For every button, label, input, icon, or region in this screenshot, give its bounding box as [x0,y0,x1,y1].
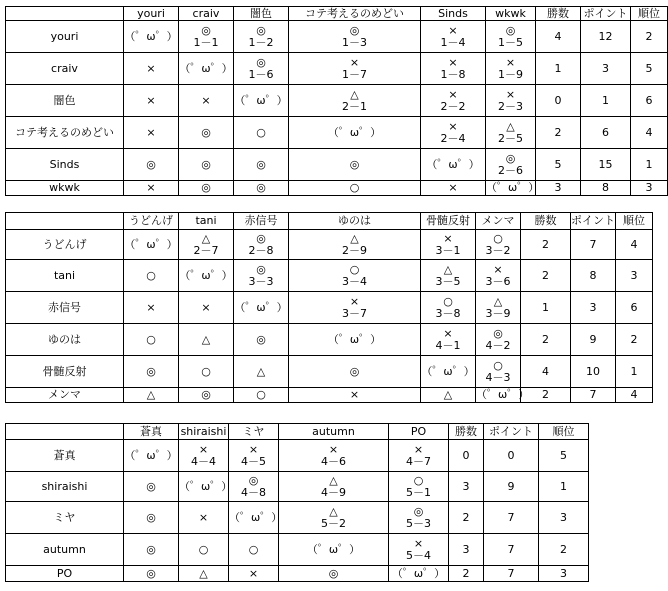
result-cell: ◎ [234,149,289,181]
result-cell: ○ [179,356,234,388]
result-cell: 1 [521,292,571,324]
cell-line: × [443,326,453,340]
result-cell [229,440,279,472]
result-cell: 5 [631,53,668,85]
result-cell: （゜ω゜） [179,53,234,85]
result-cell: × [179,502,229,534]
cell-line: 1－7 [342,67,367,81]
result-cell [234,260,289,292]
cell-line: △ [506,119,515,133]
result-cell: ○ [124,324,179,356]
result-cell [289,21,421,53]
result-cell: ○ [124,260,179,292]
player-name-cell: コテ考えるのめどい [6,117,124,149]
result-cell: 3 [449,534,484,566]
result-cell [486,149,536,181]
player-name-cell: PO [6,566,124,582]
result-cell: ◎ [124,534,179,566]
column-header: autumn [279,424,389,440]
column-header: コテ考えるのめどい [289,7,421,21]
cell-line: 3－5 [435,274,461,288]
result-cell: 3 [449,472,484,502]
cell-line: × [448,87,458,101]
result-cell: （゜ω゜） [289,117,421,149]
result-cell [279,502,389,534]
result-cell: （゜ω゜） [486,181,540,194]
cell-line: 1－2 [248,35,274,49]
cell-line: ◎ [256,55,266,69]
player-name-cell: shiraishi [6,472,124,502]
result-cell: （゜ω゜） [124,440,179,472]
cell-line: △ [350,87,359,101]
table-row [6,502,589,534]
result-cell [476,260,521,292]
cell-line: 4－8 [241,485,266,499]
cell-line: 3－8 [435,306,461,320]
column-header [6,424,124,440]
result-cell: ◎ [124,356,179,388]
result-cell: 2 [521,324,571,356]
column-header: ポイント [581,7,631,21]
cell-line: × [198,442,209,456]
cell-line: 1－5 [498,35,523,49]
player-name-cell: メンマ [6,388,124,403]
result-cell: （゜ω゜） [234,85,289,117]
cell-line: 1－8 [440,67,466,81]
cell-line: △ [493,294,503,308]
cell-line: ○ [349,262,360,276]
result-cell: ○ [234,388,289,403]
result-cell [289,260,421,292]
column-header: Sinds [421,7,486,21]
column-header: 勝数 [521,213,571,230]
cell-line: 3－2 [485,243,511,257]
table-row [6,53,668,85]
cell-line: 5－1 [406,485,431,499]
result-cell [279,440,389,472]
table-row [6,388,653,403]
cell-line: 3－4 [342,274,367,288]
result-cell [234,53,289,85]
result-cell [229,472,279,502]
column-header: craiv [179,7,234,21]
cell-line: 3－6 [485,274,511,288]
cell-line: ◎ [256,231,266,245]
result-cell: 2 [539,534,589,566]
result-cell: △ [179,566,229,582]
result-cell: 1 [539,472,589,502]
column-header [6,7,124,21]
result-cell [421,260,476,292]
result-cell: （゜ω゜） [179,472,229,502]
cell-line: 1－1 [193,35,219,49]
cell-line: 4－5 [241,454,266,468]
table-row [6,230,653,260]
result-cell: 7 [571,230,616,260]
player-name-cell: autumn [6,534,124,566]
result-cell: 0 [484,440,539,472]
result-cell: 3 [571,292,616,324]
table-row [6,534,589,566]
result-cell: × [421,181,486,196]
header-row [6,7,668,21]
column-header: 蒼真 [124,424,179,440]
result-cell: 2 [521,230,571,260]
cell-line: 5－2 [321,516,346,530]
column-header: youri [124,7,179,21]
result-cell: （゜ω゜） [389,566,449,582]
player-name-cell: 闇色 [6,85,124,117]
cell-line: 4－4 [191,454,216,468]
result-cell [421,230,476,260]
cell-line: ◎ [505,23,516,37]
result-cell [476,230,521,260]
cell-line: ◎ [248,473,259,487]
result-cell [389,502,449,534]
result-cell [279,472,389,502]
result-cell [389,472,449,502]
result-cell [421,85,486,117]
result-cell [421,117,486,149]
result-cell: 2 [521,388,571,403]
column-header: shiraishi [179,424,229,440]
column-header: wkwk [486,7,536,21]
result-cell: ○ [179,534,229,566]
cell-line: 4－3 [485,370,511,384]
column-header: 順位 [616,213,653,230]
result-cell: × [229,566,279,582]
result-cell: 9 [484,472,539,502]
result-cell [179,21,234,53]
result-cell: 1 [536,53,581,85]
result-cell [179,440,229,472]
player-name-cell: Sinds [6,149,124,181]
result-cell [486,21,536,53]
cell-line: × [505,87,516,101]
result-cell: 4 [536,21,581,53]
result-cell [389,440,449,472]
cell-line: ◎ [256,23,266,37]
result-cell: 6 [581,117,631,149]
result-cell: 0 [449,440,484,472]
player-name-cell: youri [6,21,124,53]
header-row [6,424,589,440]
result-cell: 2 [449,502,484,534]
league-table-1 [5,6,668,196]
cell-line: × [505,55,516,69]
result-cell: ○ [234,117,289,149]
table-row [6,117,668,149]
result-cell: （゜ω゜） [234,292,289,324]
cell-line: 3－9 [485,306,511,320]
result-cell: ◎ [124,472,179,502]
result-cell: （゜ω゜） [289,324,421,356]
cell-line: △ [329,473,338,487]
result-cell [476,292,521,324]
result-cell [476,356,521,388]
result-cell: （゜ω゜） [279,534,389,566]
result-cell [421,324,476,356]
result-cell: 15 [581,149,631,181]
result-cell: ◎ [234,324,289,356]
result-cell [389,534,449,566]
column-header: 闇色 [234,7,289,21]
column-header: 勝数 [449,424,484,440]
cell-line: 3－3 [248,274,274,288]
player-name-cell: craiv [6,53,124,85]
result-cell: 5 [536,149,581,181]
result-cell [486,53,536,85]
result-cell: △ [124,388,179,403]
table-row [6,181,668,196]
result-cell: × [289,388,421,403]
column-header: 骨髄反射 [421,213,476,230]
table-row [6,85,668,117]
cell-line: △ [329,504,338,518]
result-cell: 2 [631,21,668,53]
result-cell: （゜ω゜） [421,149,486,181]
result-cell: △ [234,356,289,388]
table-row [6,566,589,582]
cell-line: 2－2 [440,99,466,113]
result-cell: ◎ [289,149,421,181]
result-cell [289,53,421,85]
result-cell: 4 [521,356,571,388]
column-header: tani [179,213,234,230]
result-cell: 6 [616,292,653,324]
cell-line: △ [443,262,453,276]
result-cell: （゜ω゜） [229,502,279,534]
result-cell: ◎ [234,181,289,196]
player-name-cell: ゆのは [6,324,124,356]
result-cell: 8 [571,260,616,292]
column-header: 赤信号 [234,213,289,230]
cell-line: ○ [493,358,503,372]
result-cell: 6 [631,85,668,117]
cell-line: ◎ [413,504,424,518]
player-name-cell: 蒼真 [6,440,124,472]
result-cell: 10 [571,356,616,388]
result-cell: 2 [449,566,484,582]
result-cell: （゜ω゜） [476,388,530,401]
result-cell: × [124,292,179,324]
cell-line: 2－8 [248,243,274,257]
cell-line: ○ [443,294,453,308]
player-name-cell: tani [6,260,124,292]
column-header: ミヤ [229,424,279,440]
cell-line: 4－6 [321,454,346,468]
result-cell: 4 [616,388,653,403]
result-cell: 2 [536,117,581,149]
column-header: ポイント [571,213,616,230]
result-cell: ○ [289,181,421,196]
cell-line: × [493,262,503,276]
result-cell: 3 [616,260,653,292]
result-cell: （゜ω゜） [124,21,179,53]
column-header: 順位 [631,7,668,21]
column-header [6,213,124,230]
cell-line: ◎ [493,326,503,340]
table-row [6,149,668,181]
result-cell: ◎ [124,149,179,181]
result-cell: ○ [229,534,279,566]
table-row [6,472,589,502]
cell-line: 4－9 [321,485,346,499]
table-row [6,324,653,356]
league-table-3 [5,423,589,582]
result-cell: 7 [484,502,539,534]
result-cell: ◎ [289,356,421,388]
result-cell: 8 [581,181,631,196]
league-table-2 [5,212,653,403]
cell-line: × [448,55,458,69]
cell-line: △ [350,231,359,245]
result-cell: 4 [616,230,653,260]
cell-line: 5－3 [406,516,431,530]
result-cell [289,292,421,324]
cell-line: 2－4 [440,131,466,145]
cell-line: 1－9 [498,67,523,81]
result-cell: ◎ [179,181,234,196]
player-name-cell: うどんげ [6,230,124,260]
table-row [6,292,653,324]
result-cell [289,85,421,117]
player-name-cell: 赤信号 [6,292,124,324]
table-row [6,260,653,292]
column-header: 勝数 [536,7,581,21]
result-cell: 5 [539,440,589,472]
result-cell: 7 [484,566,539,582]
result-cell: 3 [539,566,589,582]
cell-line: ○ [493,231,503,245]
cell-line: × [328,442,339,456]
result-cell: 12 [581,21,631,53]
result-cell: 1 [581,85,631,117]
result-cell: × [124,85,179,117]
column-header: うどんげ [124,213,179,230]
result-cell [234,230,289,260]
cell-line: × [448,23,458,37]
result-cell [421,292,476,324]
cell-line: 3－1 [435,243,461,257]
cell-line: ◎ [201,23,211,37]
result-cell: ◎ [179,149,234,181]
result-cell: ◎ [124,502,179,534]
cell-line: × [443,231,453,245]
result-cell: 3 [631,181,668,196]
result-cell: 3 [581,53,631,85]
cell-line: × [349,294,360,308]
cell-line: ○ [413,473,424,487]
result-cell: × [124,117,179,149]
cell-line: 4－1 [435,338,461,352]
result-cell [179,230,234,260]
cell-line: 2－9 [342,243,367,257]
cell-line: 2－6 [498,163,523,177]
result-cell: △ [179,324,234,356]
result-cell: （゜ω゜） [124,230,179,260]
result-cell: 2 [521,260,571,292]
result-cell: 3 [536,181,581,196]
cell-line: × [248,442,259,456]
cell-line: 2－3 [498,99,523,113]
result-cell: （゜ω゜） [421,356,476,388]
column-header: メンマ [476,213,521,230]
result-cell: 7 [484,534,539,566]
cell-line: 4－7 [406,454,431,468]
result-cell: 9 [571,324,616,356]
cell-line: ◎ [505,151,516,165]
cell-line: 3－7 [342,306,367,320]
result-cell: 0 [536,85,581,117]
cell-line: × [413,536,424,550]
result-cell: × [124,181,179,196]
column-header: 順位 [539,424,589,440]
column-header: PO [389,424,449,440]
header-row [6,213,653,230]
result-cell: × [179,85,234,117]
result-cell [486,85,536,117]
cell-line: × [349,55,360,69]
cell-line: × [413,442,424,456]
result-cell [476,324,521,356]
result-cell: （゜ω゜） [179,260,234,292]
cell-line: ◎ [349,23,360,37]
column-header: ポイント [484,424,539,440]
result-cell: △ [421,388,476,403]
result-cell: × [179,292,234,324]
table-row [6,21,668,53]
result-cell: 2 [616,324,653,356]
player-name-cell: ミヤ [6,502,124,534]
result-cell: ◎ [279,566,389,582]
result-cell [486,117,536,149]
result-cell: 4 [631,117,668,149]
result-cell: 1 [631,149,668,181]
result-cell: × [124,53,179,85]
cell-line: 4－2 [485,338,511,352]
result-cell: 1 [616,356,653,388]
result-cell: ◎ [179,117,234,149]
result-cell [421,21,486,53]
cell-line: ◎ [256,262,266,276]
cell-line: × [448,119,458,133]
result-cell: 7 [571,388,616,403]
cell-line: 2－7 [193,243,219,257]
result-cell [421,53,486,85]
player-name-cell: 骨髄反射 [6,356,124,388]
cell-line: 1－3 [342,35,367,49]
cell-line: 2－1 [342,99,367,113]
result-cell [234,21,289,53]
cell-line: 2－5 [498,131,523,145]
result-cell [289,230,421,260]
cell-line: 5－4 [406,548,431,562]
result-cell: ◎ [124,566,179,582]
table-row [6,356,653,388]
cell-line: 1－4 [440,35,466,49]
player-name-cell: wkwk [6,181,124,196]
column-header: ゆのは [289,213,421,230]
table-row [6,440,589,472]
cell-line: 1－6 [248,67,274,81]
result-cell: ◎ [179,388,234,403]
result-cell: 3 [539,502,589,534]
cell-line: △ [201,231,211,245]
